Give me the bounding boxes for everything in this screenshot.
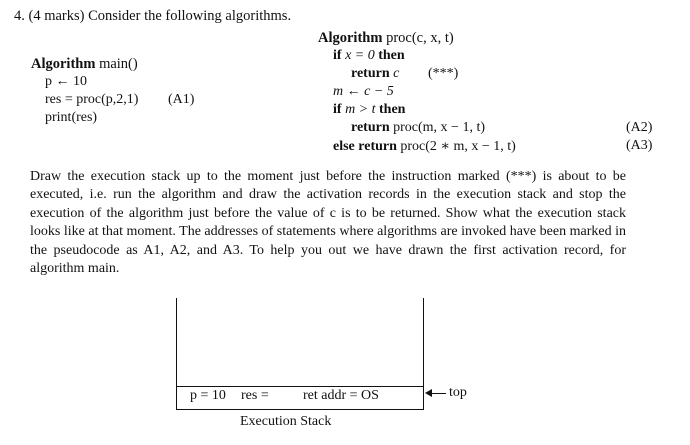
proc-line-6-else: else return <box>333 139 397 154</box>
label-a1: (A1) <box>168 92 195 107</box>
main-line-3: print(res) <box>45 110 98 125</box>
proc-line-5-expr: proc(m, x − 1, t) <box>393 120 485 135</box>
proc-line-5-return: return <box>351 120 390 135</box>
activation-record-divider <box>177 386 423 387</box>
proc-line-4-if: if <box>333 102 342 117</box>
record-res: res = <box>241 388 269 403</box>
proc-line-1 <box>333 48 405 64</box>
proc-line-4-then: then <box>379 102 406 117</box>
question-header: 4. (4 marks) Consider the following algorithms. <box>14 8 292 24</box>
main-title-keyword: Algorithm <box>31 56 96 72</box>
main-title <box>31 56 138 73</box>
record-ret-addr: ret addr = OS <box>303 388 379 403</box>
proc-line-1-cond: x = 0 <box>345 48 375 63</box>
proc-title-keyword: Algorithm <box>318 30 383 46</box>
proc-title-name: proc(c, x, t) <box>386 30 454 46</box>
proc-line-2-var: c <box>393 66 400 81</box>
record-p: p = 10 <box>190 388 226 403</box>
proc-line-1-if: if <box>333 48 342 63</box>
proc-title <box>318 30 454 47</box>
proc-line-6 <box>333 138 516 155</box>
proc-line-6-expr: proc(2 ∗ m, x − 1, t) <box>400 139 516 154</box>
proc-line-2-return: return <box>351 66 390 81</box>
proc-line-2-mark: (***) <box>428 66 459 81</box>
proc-line-4 <box>333 102 405 118</box>
label-a3: (A3) <box>626 138 653 153</box>
label-a2: (A2) <box>626 120 653 135</box>
proc-line-1-then: then <box>378 48 405 63</box>
proc-line-5 <box>351 120 485 136</box>
main-line-2: res = proc(p,2,1) <box>45 92 139 107</box>
proc-line-3: m ← c − 5 <box>333 84 394 99</box>
main-title-name: main() <box>99 56 138 72</box>
instructions-paragraph: Draw the execution stack up to the moment just before the instruction marked (***) is about to be executed, i.e. run the algorithm and draw the activation records in the execution stack and stop the execution of the algorithm just before the value of c is to be returned. Show what the execution stack looks like at that moment. The addresses of statements where algorithms are invoked have been marked in the pseudocode as A1, A2, and A3. To help you out we have drawn the first activation record, for algorithm main. <box>30 169 626 277</box>
stack-caption: Execution Stack <box>240 414 332 429</box>
proc-line-2 <box>351 66 399 82</box>
main-line-1: p ← 10 <box>45 74 87 89</box>
top-label: top <box>449 385 467 400</box>
proc-line-4-cond: m > t <box>345 102 376 117</box>
top-arrow-icon <box>425 389 432 397</box>
